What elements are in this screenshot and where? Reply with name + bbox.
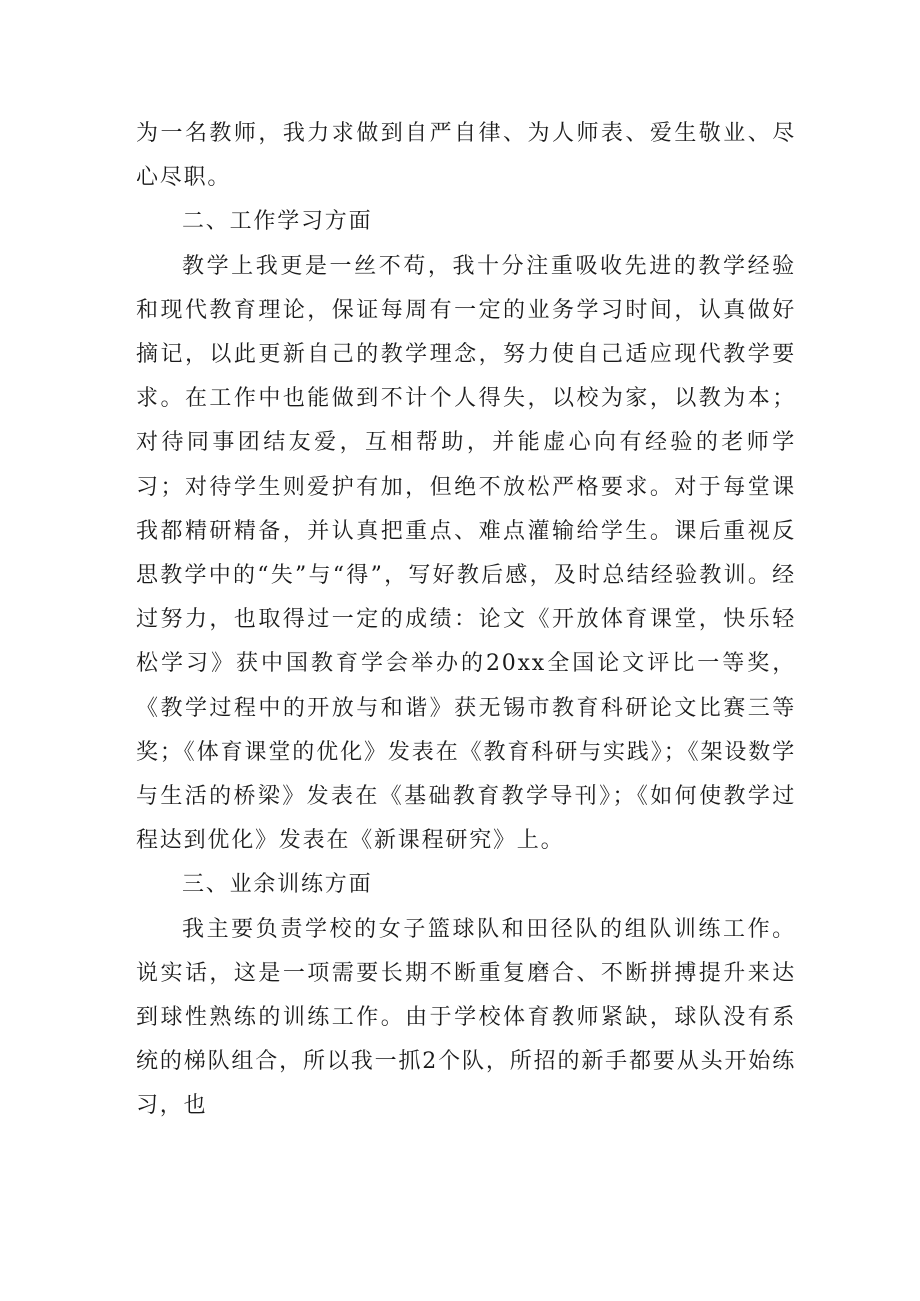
section-body-training: 我主要负责学校的女子篮球队和田径队的组队训练工作。说实话，这是一项需要长期不断重复磨合、不断拼搏提升来达到球性熟练的训练工作。由于学校体育教师紧缺，球队没有系统的梯队组合，所以我一抓2个队，所招的新手都要从头开始练习，也 (136, 916, 796, 1119)
section-heading-work-study: 二、工作学习方面 (182, 209, 373, 235)
section-heading-training: 三、业余训练方面 (182, 872, 373, 898)
intro-paragraph-tail: 为一名教师，我力求做到自严自律、为人师表、爱生敬业、尽心尽职。 (136, 121, 796, 191)
document-body (136, 112, 796, 1129)
section-body-work-study: 教学上我更是一丝不苟，我十分注重吸收先进的教学经验和现代教育理论，保证每周有一定的业务学习时间，认真做好摘记，以此更新自己的教学理念，努力使自己适应现代教学要求。在工作中也能做到不计个人得失，以校为家，以教为本；对待同事团结友爱，互相帮助，并能虚心向有经验的老师学习；对待学生则爱护有加，但绝不放松严格要求。对于每堂课我都精研精备，并认真把重点、难点灌输给学生。课后重视反思教学中的“失”与“得”，写好教后感，及时总结经验教训。经过努力，也取得过一定的成绩：论文《开放体育课堂，快乐轻松学习》获中国教育学会举办的20xx全国论文评比一等奖，《教学过程中的开放与和谐》获无锡市教育科研论文比赛三等奖；《体育课堂的优化》发表在《教育科研与实践》；《架设数学与生活的桥梁》发表在《基础教育教学导刊》；《如何使教学过程达到优化》发表在《新课程研究》上。 (136, 253, 796, 854)
